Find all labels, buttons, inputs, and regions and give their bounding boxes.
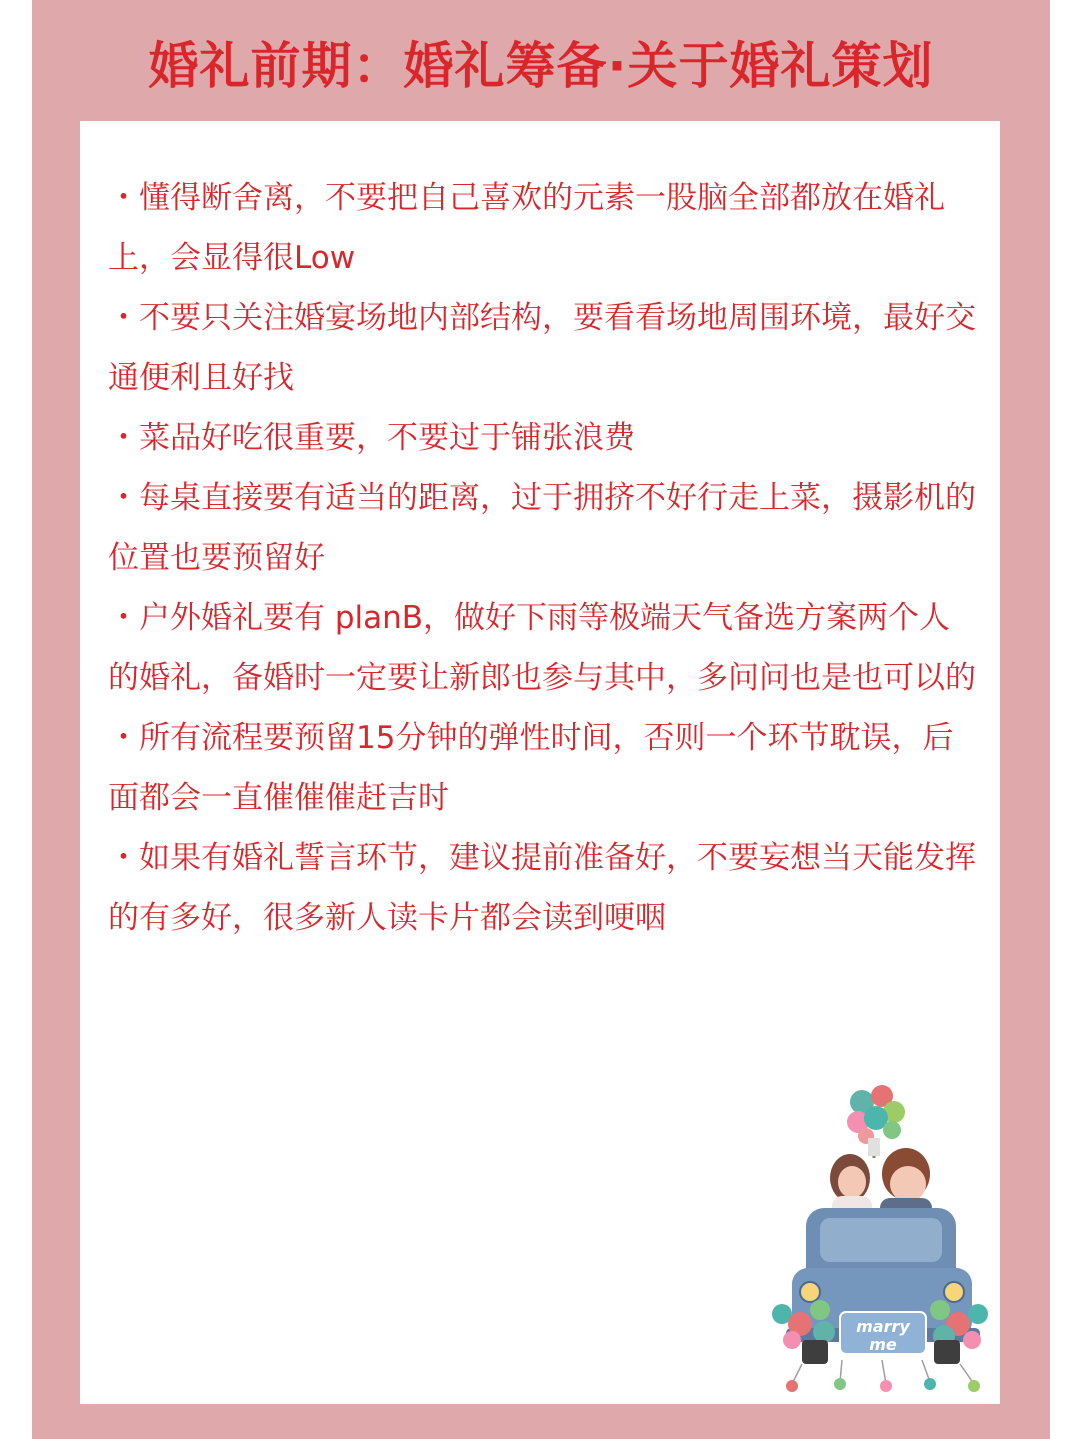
list-item: ・菜品好吃很重要，不要过于铺张浪费: [108, 420, 635, 456]
list-item: ・所有流程要预留15分钟的弹性时间，否则一个环节耽误，后面都会一直催催催赶吉时: [108, 720, 954, 816]
page-title: 婚礼前期：婚礼筹备·关于婚礼策划: [148, 37, 934, 95]
list-item: ・如果有婚礼誓言环节，建议提前准备好，不要妄想当天能发挥的有多好，很多新人读卡片都会读到哽咽: [108, 840, 976, 936]
tips-list: [108, 168, 980, 948]
list-item: ・懂得断舍离，不要把自己喜欢的元素一股脑全部都放在婚礼上，会显得很Low: [108, 180, 945, 276]
list-item: ・每桌直接要有适当的距离，过于拥挤不好行走上菜，摄影机的位置也要预留好: [108, 480, 976, 576]
plate-line-2: me: [869, 1335, 897, 1354]
plate-line-1: marry: [856, 1317, 910, 1336]
list-item: ・户外婚礼要有 planB，做好下雨等极端天气备选方案两个人的婚礼，备婚时一定要让新郎也参与其中，多问问也是也可以的: [108, 600, 976, 696]
wedding-car-icon: [762, 1078, 1002, 1398]
list-item: ・不要只关注婚宴场地内部结构，要看看场地周围环境，最好交通便利且好找: [108, 300, 976, 396]
